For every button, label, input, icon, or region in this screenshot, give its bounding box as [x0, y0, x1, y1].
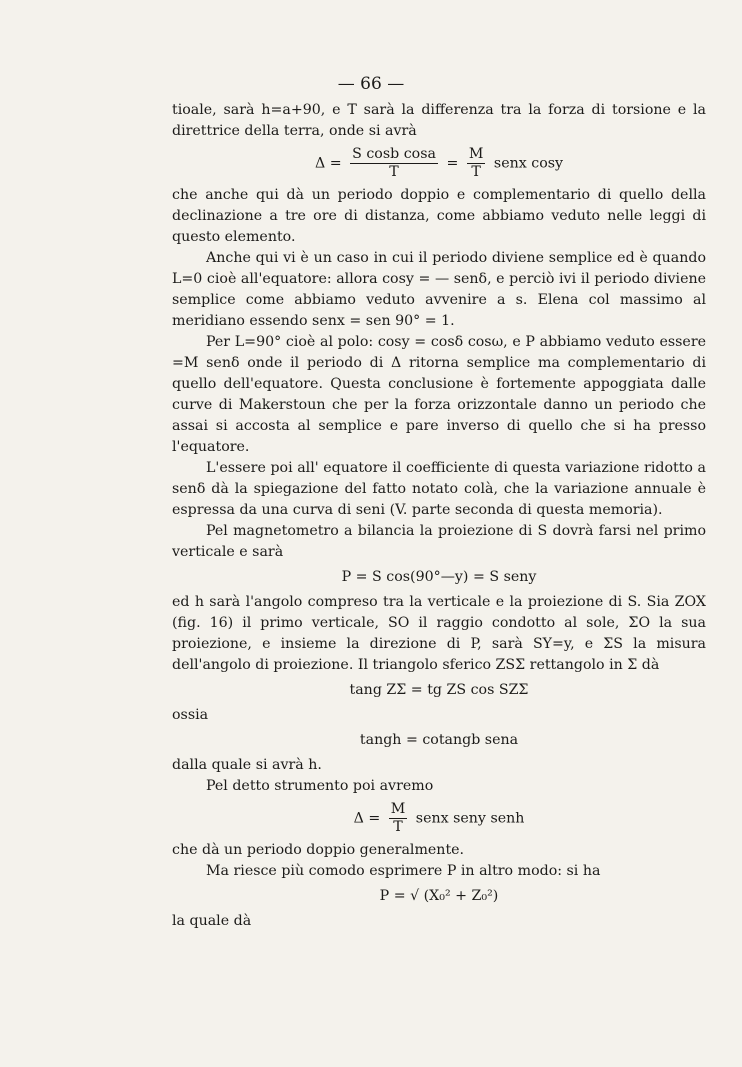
paragraph-3: Anche qui vi è un caso in cui il periodo diviene semplice ed è quando L=0 cioè all'equatore: allora cosy = — senδ, e perciò ivi il periodo diviene semplice come abbiamo veduto avvenire a s. Elena col massimo al meridiano essendo senx = sen 90° = 1. [172, 250, 706, 329]
equation-1 [172, 146, 706, 181]
eq5-frac-numerator: M [390, 801, 406, 817]
eq1-fraction-2 [467, 146, 486, 181]
eq1-tail: senx cosy [493, 155, 564, 172]
eq1-frac2-denominator: T [471, 164, 481, 180]
eq1-frac1-numerator: S cosb cosa [352, 146, 436, 162]
paragraph-8: dalla quale si avrà h. [172, 757, 322, 773]
equation-4: tangh = cotangb sena [359, 732, 519, 748]
paragraph-11: Ma riesce più comodo esprimere P in altro modo: si ha [206, 863, 601, 879]
paragraph-1: tioale, sarà h=a+90, e T sarà la differenza tra la forza di torsione e la direttrice della terra, onde si avrà [172, 102, 706, 139]
eq5-fraction [389, 801, 408, 836]
eq1-frac2-numerator: M [468, 146, 484, 162]
paragraph-7: ed h sarà l'angolo compreso tra la verticale e la proiezione di S. Sia ZOX (fig. 16) il primo verticale, SO il raggio condotto al sole, ΣO la sua proiezione, e insieme la direzione di P, sarà SY=y, e ΣS la misura dell'angolo di proiezione. Il triangolo sferico ZSΣ rettangolo in Σ dà [172, 594, 706, 673]
eq1-lhs: Δ = [314, 155, 342, 172]
equation-6: P = √ (X₀² + Z₀²) [379, 888, 499, 904]
eq5-tail: senx seny senh [415, 810, 525, 827]
eq5-lhs: Δ = [353, 810, 381, 827]
paragraph-6: Pel magnetometro a bilancia la proiezione di S dovrà farsi nel primo verticale e sarà [172, 523, 706, 560]
paragraph-2: che anche qui dà un periodo doppio e complementario di quello della declinazione a tre ore di distanza, come abbiamo veduto nelle leggi di questo elemento. [172, 187, 706, 245]
ossia-label: ossia [172, 707, 209, 723]
equation-5 [172, 801, 706, 836]
page-body [172, 100, 706, 932]
paragraph-5: L'essere poi all' equatore il coefficiente di questa variazione ridotto a senδ dà la spiegazione del fatto notato colà, che la variazione annuale è espressa da una curva di seni (V. parte seconda di questa memoria). [172, 460, 706, 518]
equation-2: P = S cos(90°—y) = S seny [341, 569, 537, 585]
paragraph-9: Pel detto strumento poi avremo [206, 778, 434, 794]
paragraph-10: che dà un periodo doppio generalmente. [172, 842, 465, 858]
eq5-frac-denominator: T [393, 819, 403, 835]
eq1-equals: = [446, 155, 459, 172]
paragraph-4: Per L=90° cioè al polo: cosy = cosδ cosω, e P abbiamo veduto essere =M senδ onde il periodo di Δ ritorna semplice ma complementario di quello dell'equatore. Questa conclusione è fortemente appoggiata dalle curve di Makerstoun che per la forza orizzontale danno un periodo che assai si accosta al semplice e pare inverso di quello che si ha presso l'equatore. [172, 334, 706, 455]
equation-3: tang ZΣ = tg ZS cos SZΣ [349, 682, 529, 698]
eq1-frac1-denominator: T [389, 164, 399, 180]
paragraph-12: la quale dà [172, 913, 252, 929]
eq1-fraction-1 [350, 146, 438, 181]
page-number: — 66 — [337, 74, 405, 94]
